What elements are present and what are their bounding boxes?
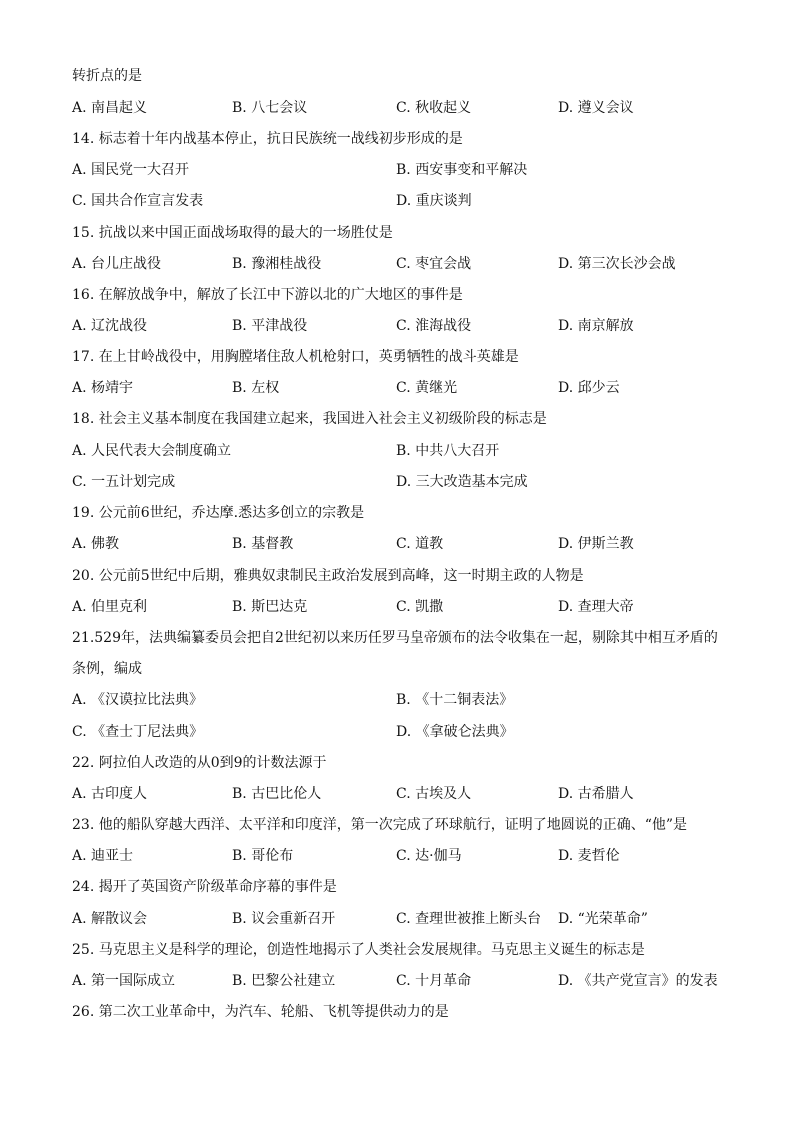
option-c: C. 国共合作宣言发表 <box>72 193 204 209</box>
option-a: A. 古印度人 <box>72 786 148 802</box>
option-b: B. 八七会议 <box>232 100 308 116</box>
question-14-stem: 14. 标志着十年内战基本停止，抗日民族统一战线初步形成的是 <box>72 131 463 147</box>
option-b: B. 中共八大召开 <box>396 443 500 459</box>
question-19-stem: 19. 公元前6世纪，乔达摩.悉达多创立的宗教是 <box>72 505 365 521</box>
option-b: B. 哥伦布 <box>232 848 294 864</box>
option-d: D. 南京解放 <box>558 318 634 334</box>
option-c: C. 达·伽马 <box>396 848 462 864</box>
option-a: A. 台儿庄战役 <box>72 256 162 272</box>
option-c: C. 古埃及人 <box>396 786 472 802</box>
question-13-continuation: 转折点的是 <box>72 68 142 84</box>
option-a: A. 辽沈战役 <box>72 318 148 334</box>
question-23-stem: 23. 他的船队穿越大西洋、太平洋和印度洋，第一次完成了环球航行，证明了地圆说的正确、“他”是 <box>72 817 688 833</box>
option-b: B. 平津战役 <box>232 318 308 334</box>
option-c: C. 十月革命 <box>396 973 472 989</box>
option-d: D. 邱少云 <box>558 380 620 396</box>
option-a: A. 《汉谟拉比法典》 <box>72 692 204 708</box>
option-b: B. 议会重新召开 <box>232 911 336 927</box>
option-c: C. 淮海战役 <box>396 318 472 334</box>
option-b: B. 左权 <box>232 380 280 396</box>
question-21-stem-line1: 21.529年，法典编纂委员会把自2世纪初以来历任罗马皇帝颁布的法令收集在一起，剔除其中相互矛盾的 <box>72 630 718 646</box>
option-b: B. 古巴比伦人 <box>232 786 322 802</box>
option-a: A. 迪亚士 <box>72 848 134 864</box>
question-18-stem: 18. 社会主义基本制度在我国建立起来，我国进入社会主义初级阶段的标志是 <box>72 411 547 427</box>
option-b: B. 基督教 <box>232 536 294 552</box>
option-c: C. 一五计划完成 <box>72 474 176 490</box>
option-d: D. 古希腊人 <box>558 786 634 802</box>
option-b: B. 豫湘桂战役 <box>232 256 322 272</box>
option-c: C. 黄继光 <box>396 380 458 396</box>
option-a: A. 杨靖宇 <box>72 380 134 396</box>
option-d: D. 麦哲伦 <box>558 848 620 864</box>
option-d: D. 三大改造基本完成 <box>396 474 528 490</box>
question-16-stem: 16. 在解放战争中，解放了长江中下游以北的广大地区的事件是 <box>72 287 463 303</box>
question-20-stem: 20. 公元前5世纪中后期，雅典奴隶制民主政治发展到高峰，这一时期主政的人物是 <box>72 568 584 584</box>
option-d: D. 第三次长沙会战 <box>558 256 676 272</box>
question-24-stem: 24. 揭开了英国资产阶级革命序幕的事件是 <box>72 879 337 895</box>
question-25-stem: 25. 马克思主义是科学的理论，创造性地揭示了人类社会发展规律。马克思主义诞生的标志是 <box>72 942 645 958</box>
option-a: A. 佛教 <box>72 536 120 552</box>
question-21-stem-line2: 条例，编成 <box>72 661 142 677</box>
option-a: A. 第一国际成立 <box>72 973 176 989</box>
option-d: D. 遵义会议 <box>558 100 634 116</box>
option-c: C. 凯撒 <box>396 599 444 615</box>
question-22-stem: 22. 阿拉伯人改造的从0到9的计数法源于 <box>72 755 327 771</box>
option-a: A. 南昌起义 <box>72 100 148 116</box>
option-d: D. “光荣革命” <box>558 911 648 927</box>
option-d: D. 伊斯兰教 <box>558 536 634 552</box>
question-26-stem: 26. 第二次工业革命中，为汽车、轮船、飞机等提供动力的是 <box>72 1004 449 1020</box>
option-d: D. 查理大帝 <box>558 599 634 615</box>
option-b: B. 西安事变和平解决 <box>396 162 528 178</box>
option-b: B. 巴黎公社建立 <box>232 973 336 989</box>
option-c: C. 枣宜会战 <box>396 256 472 272</box>
option-c: C. 道教 <box>396 536 444 552</box>
option-a: A. 国民党一大召开 <box>72 162 190 178</box>
option-a: A. 人民代表大会制度确立 <box>72 443 232 459</box>
option-b: B. 斯巴达克 <box>232 599 308 615</box>
option-d: D. 重庆谈判 <box>396 193 472 209</box>
option-d: D. 《共产党宣言》的发表 <box>558 973 718 989</box>
option-a: A. 解散议会 <box>72 911 148 927</box>
option-a: A. 伯里克利 <box>72 599 148 615</box>
option-c: C. 秋收起义 <box>396 100 472 116</box>
question-17-stem: 17. 在上甘岭战役中，用胸膛堵住敌人机枪射口，英勇牺牲的战斗英雄是 <box>72 349 519 365</box>
option-c: C. 《查士丁尼法典》 <box>72 724 204 740</box>
option-d: D. 《拿破仑法典》 <box>396 724 514 740</box>
question-15-stem: 15. 抗战以来中国正面战场取得的最大的一场胜仗是 <box>72 225 393 241</box>
option-b: B. 《十二铜表法》 <box>396 692 514 708</box>
option-c: C. 查理世被推上断头台 <box>396 911 542 927</box>
